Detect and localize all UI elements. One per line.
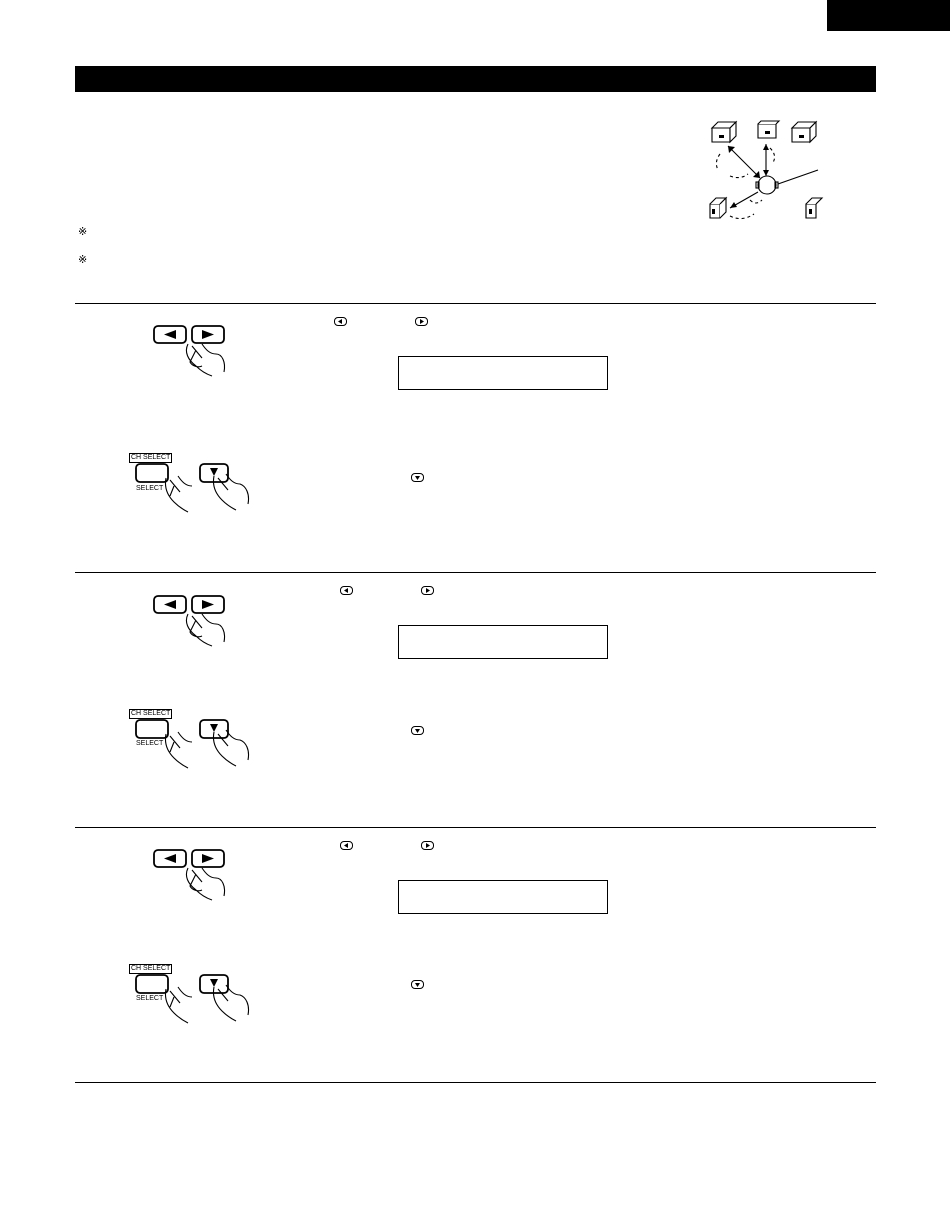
- select-label: SELECT: [136, 995, 164, 1002]
- ch-select-label: CH SELECT: [131, 965, 171, 972]
- speaker-layout-diagram: [700, 118, 830, 224]
- ch-select-label: CH SELECT: [131, 454, 171, 461]
- left-arrow-key-icon: [334, 317, 347, 326]
- note-mark: ※: [78, 226, 88, 238]
- down-arrow-key-icon: [411, 726, 424, 735]
- page-corner-tab: [827, 0, 950, 31]
- section-divider: [75, 1082, 876, 1083]
- select-label: SELECT: [136, 485, 164, 492]
- right-arrow-key-icon: [421, 841, 434, 850]
- section-divider: [75, 827, 876, 828]
- left-arrow-key-icon: [340, 841, 353, 850]
- section-divider: [75, 303, 876, 304]
- display-panel: [398, 625, 608, 659]
- down-arrow-key-icon: [411, 980, 424, 989]
- left-arrow-key-icon: [340, 586, 353, 595]
- display-panel: [398, 880, 608, 914]
- note-mark: ※: [78, 254, 88, 266]
- section-title-bar: [75, 66, 876, 92]
- select-label: SELECT: [136, 740, 164, 747]
- ch-select-label: CH SELECT: [131, 710, 171, 717]
- right-arrow-key-icon: [415, 317, 428, 326]
- section-divider: [75, 572, 876, 573]
- display-panel: [398, 356, 608, 390]
- right-arrow-key-icon: [421, 586, 434, 595]
- down-arrow-key-icon: [411, 473, 424, 482]
- left-right-keys-illustration: [150, 322, 240, 378]
- left-right-keys-illustration: [150, 592, 240, 648]
- left-right-keys-illustration: [150, 846, 240, 902]
